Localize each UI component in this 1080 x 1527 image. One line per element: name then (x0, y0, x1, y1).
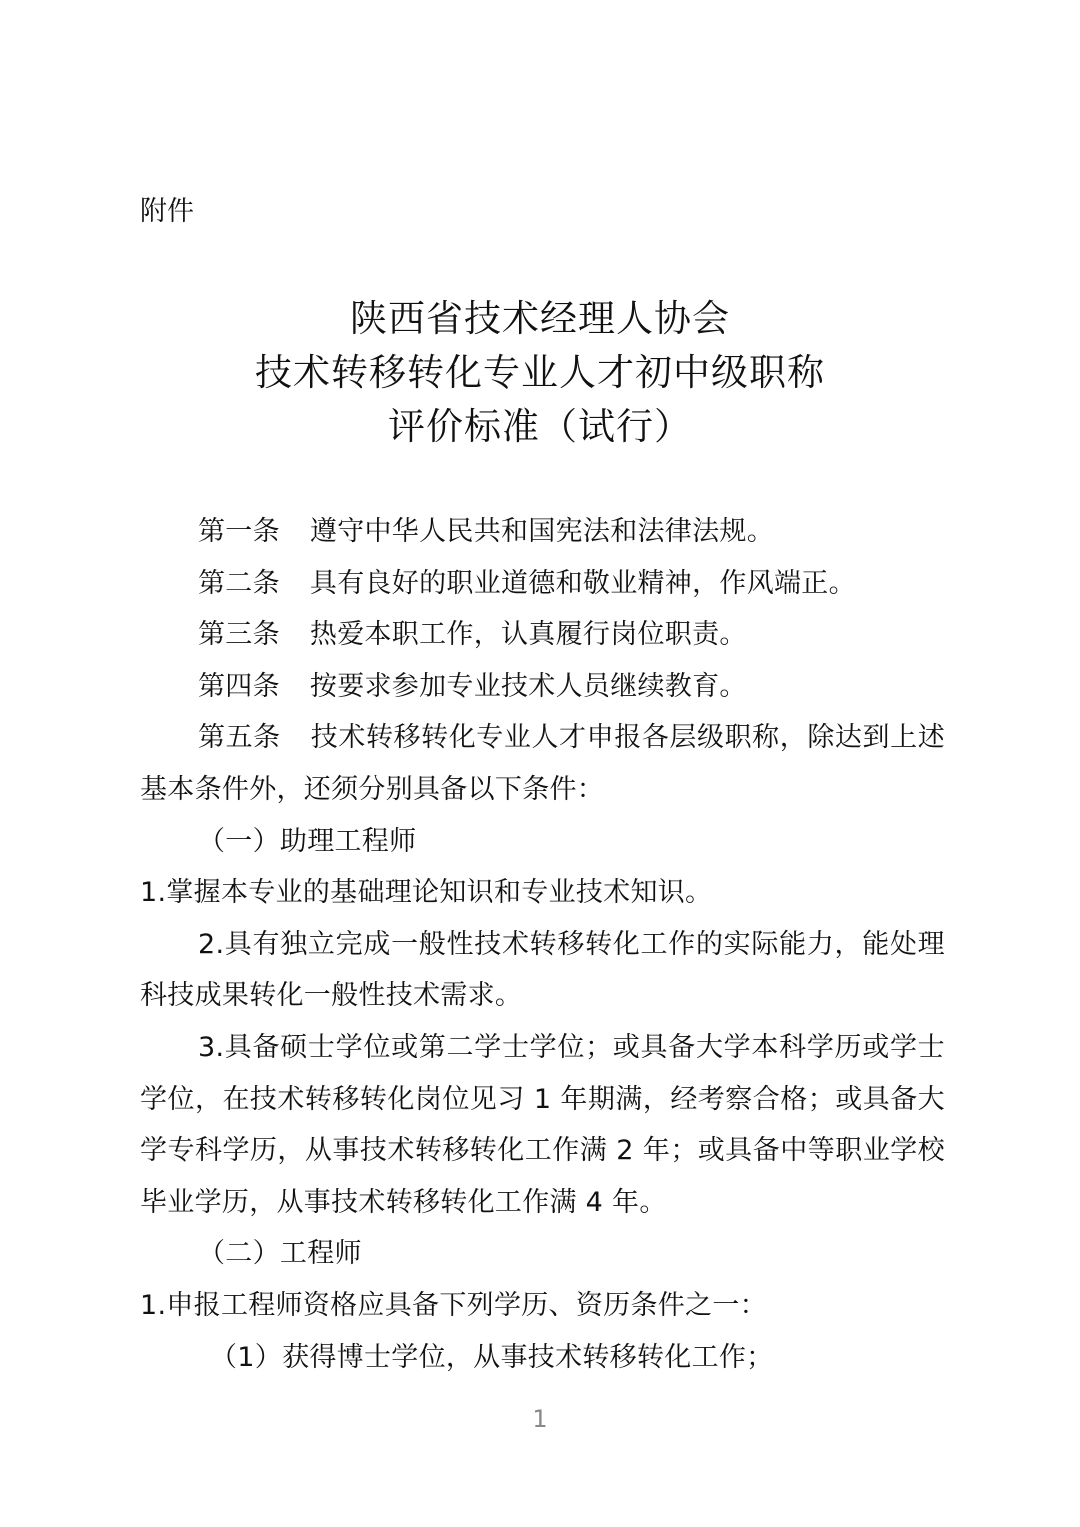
article-2-text: 具有良好的职业道德和敬业精神，作风端正。 (309, 567, 856, 599)
article-1-head: 第一条 (198, 516, 280, 547)
article-2-head: 第二条 (198, 567, 280, 599)
assistant-engineer-item-2: 2.具有独立完成一般性技术转移转化工作的实际能力，能处理科技成果转化一般性技术需求。 (140, 928, 945, 1012)
title-line-1: 陕西省技术经理人协会 (350, 297, 730, 340)
attachment-label: 附件 (140, 196, 194, 227)
assistant-engineer-item-3: 3.具备硕士学位或第二学士学位；或具备大学本科学历或学士学位，在技术转移转化岗位见习 1 年期满，经考察合格；或具备大学专科学历，从事技术转移转化工作满 2 年；或具备中等职业学校毕业学历，从事技术转移转化工作满 4 年。 (140, 1031, 945, 1218)
document-body (140, 506, 945, 1383)
page-number: 1 (532, 1405, 548, 1433)
article-4-text: 按要求参加专业技术人员继续教育。 (309, 670, 747, 702)
assistant-engineer-item-1: 1.掌握本专业的基础理论知识和专业技术知识。 (140, 877, 713, 909)
article-1 (140, 506, 945, 558)
section-heading-engineer: （二）工程师 (198, 1238, 362, 1270)
engineer-item-1-1: （1）获得博士学位，从事技术转移转化工作； (210, 1341, 774, 1373)
article-1-text: 遵守中华人民共和国宪法和法律法规。 (309, 516, 775, 547)
article-5-text: 技术转移转化专业人才申报各层级职称，除达到上述基本条件外，还须分别具备以下条件： (140, 722, 945, 805)
document-title (0, 292, 1080, 454)
engineer-item-1: 1.申报工程师资格应具备下列学历、资历条件之一： (140, 1289, 767, 1321)
article-5-head: 第五条 (198, 722, 281, 754)
section-heading-assistant-engineer: （一）助理工程师 (198, 825, 417, 857)
article-3-text: 热爱本职工作，认真履行岗位职责。 (309, 619, 747, 651)
article-5 (140, 712, 945, 815)
title-line-2: 技术转移转化专业人才初中级职称 (255, 351, 825, 394)
article-2 (140, 558, 945, 610)
article-4-head: 第四条 (198, 670, 280, 702)
article-3 (140, 609, 945, 661)
title-line-3: 评价标准（试行） (388, 405, 692, 448)
article-4 (140, 661, 945, 713)
article-3-head: 第三条 (198, 619, 280, 651)
